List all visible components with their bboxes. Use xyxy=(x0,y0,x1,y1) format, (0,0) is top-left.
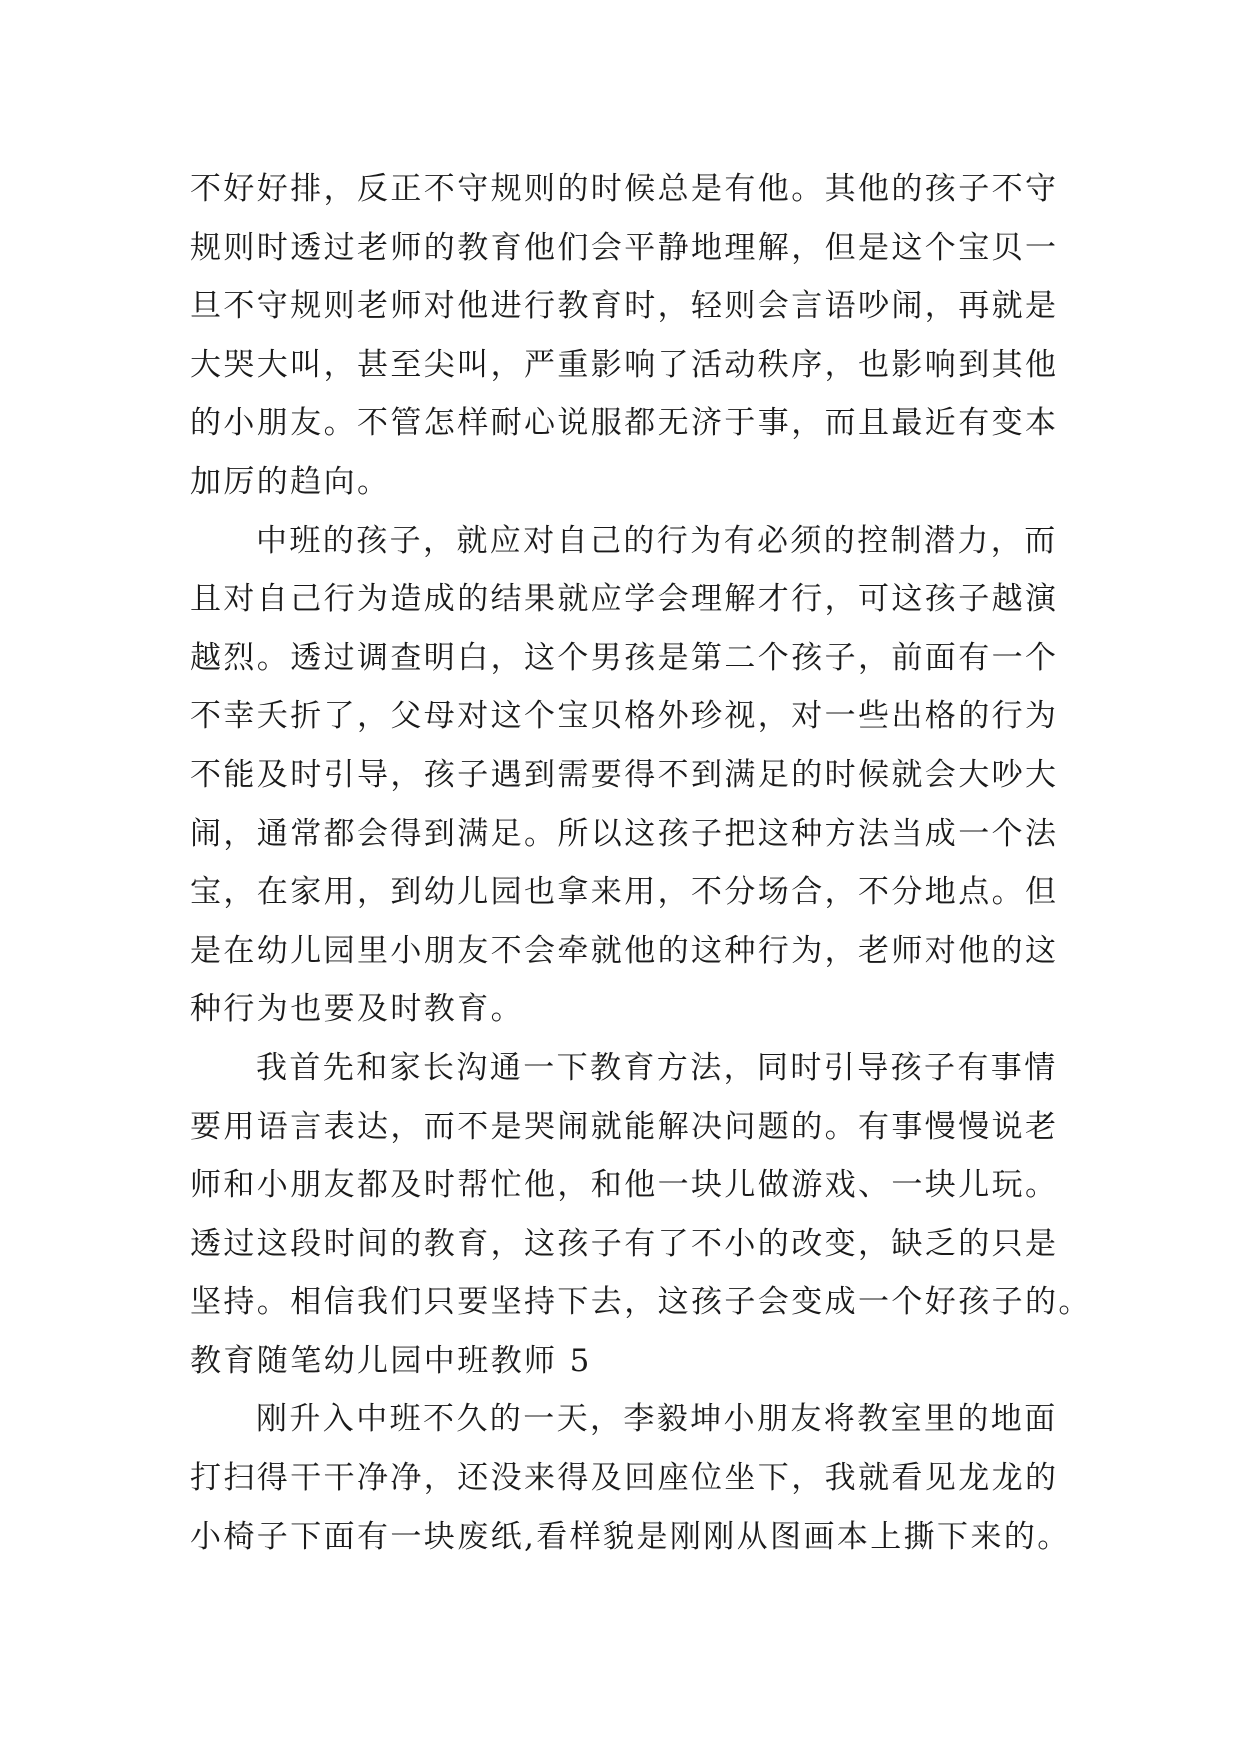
text-line: 规则时透过老师的教育他们会平静地理解，但是这个宝贝一 xyxy=(190,229,1059,266)
text-line: 的小朋友。不管怎样耐心说服都无济于事，而且最近有变本 xyxy=(190,405,1059,442)
text-line: 我首先和家长沟通一下教育方法，同时引导孩子有事情 xyxy=(256,1049,1058,1086)
text-line: 不幸夭折了，父母对这个宝贝格外珍视，对一些出格的行为 xyxy=(190,698,1059,735)
text-line: 小椅子下面有一块废纸,看样貌是刚刚从图画本上撕下来的。 xyxy=(190,1518,1071,1555)
text-line: 且对自己行为造成的结果就应学会理解才行，可这孩子越演 xyxy=(190,581,1059,618)
text-line: 中班的孩子，就应对自己的行为有必须的控制潜力，而 xyxy=(256,522,1058,559)
text-line: 透过这段时间的教育，这孩子有了不小的改变，缺乏的只是 xyxy=(190,1225,1059,1262)
text-line: 旦不守规则老师对他进行教育时，轻则会言语吵闹，再就是 xyxy=(190,288,1059,325)
text-line: 坚持。相信我们只要坚持下去，这孩子会变成一个好孩子的。 xyxy=(190,1284,1092,1321)
text-line: 打扫得干干净净，还没来得及回座位坐下，我就看见龙龙的 xyxy=(190,1460,1059,1497)
text-line: 闹，通常都会得到满足。所以这孩子把这种方法当成一个法 xyxy=(190,815,1059,852)
text-line: 要用语言表达，而不是哭闹就能解决问题的。有事慢慢说老 xyxy=(190,1108,1059,1145)
document-body xyxy=(190,160,1092,1566)
text-line: 越烈。透过调查明白，这个男孩是第二个孩子，前面有一个 xyxy=(190,639,1059,676)
text-line: 是在幼儿园里小朋友不会牵就他的这种行为，老师对他的这 xyxy=(190,932,1059,969)
text-line: 教育随笔幼儿园中班教师 5 xyxy=(190,1342,592,1379)
text-line: 大哭大叫，甚至尖叫，严重影响了活动秩序，也影响到其他 xyxy=(190,346,1059,383)
text-line: 不能及时引导，孩子遇到需要得不到满足的时候就会大吵大 xyxy=(190,756,1059,793)
text-line: 师和小朋友都及时帮忙他，和他一块儿做游戏、一块儿玩。 xyxy=(190,1167,1059,1204)
text-line: 种行为也要及时教育。 xyxy=(190,991,524,1028)
text-line: 加厉的趋向。 xyxy=(190,463,391,500)
text-line: 刚升入中班不久的一天，李毅坤小朋友将教室里的地面 xyxy=(256,1401,1058,1438)
text-line: 不好好排，反正不守规则的时候总是有他。其他的孩子不守 xyxy=(190,171,1059,207)
text-line: 宝，在家用，到幼儿园也拿来用，不分场合，不分地点。但 xyxy=(190,874,1059,911)
